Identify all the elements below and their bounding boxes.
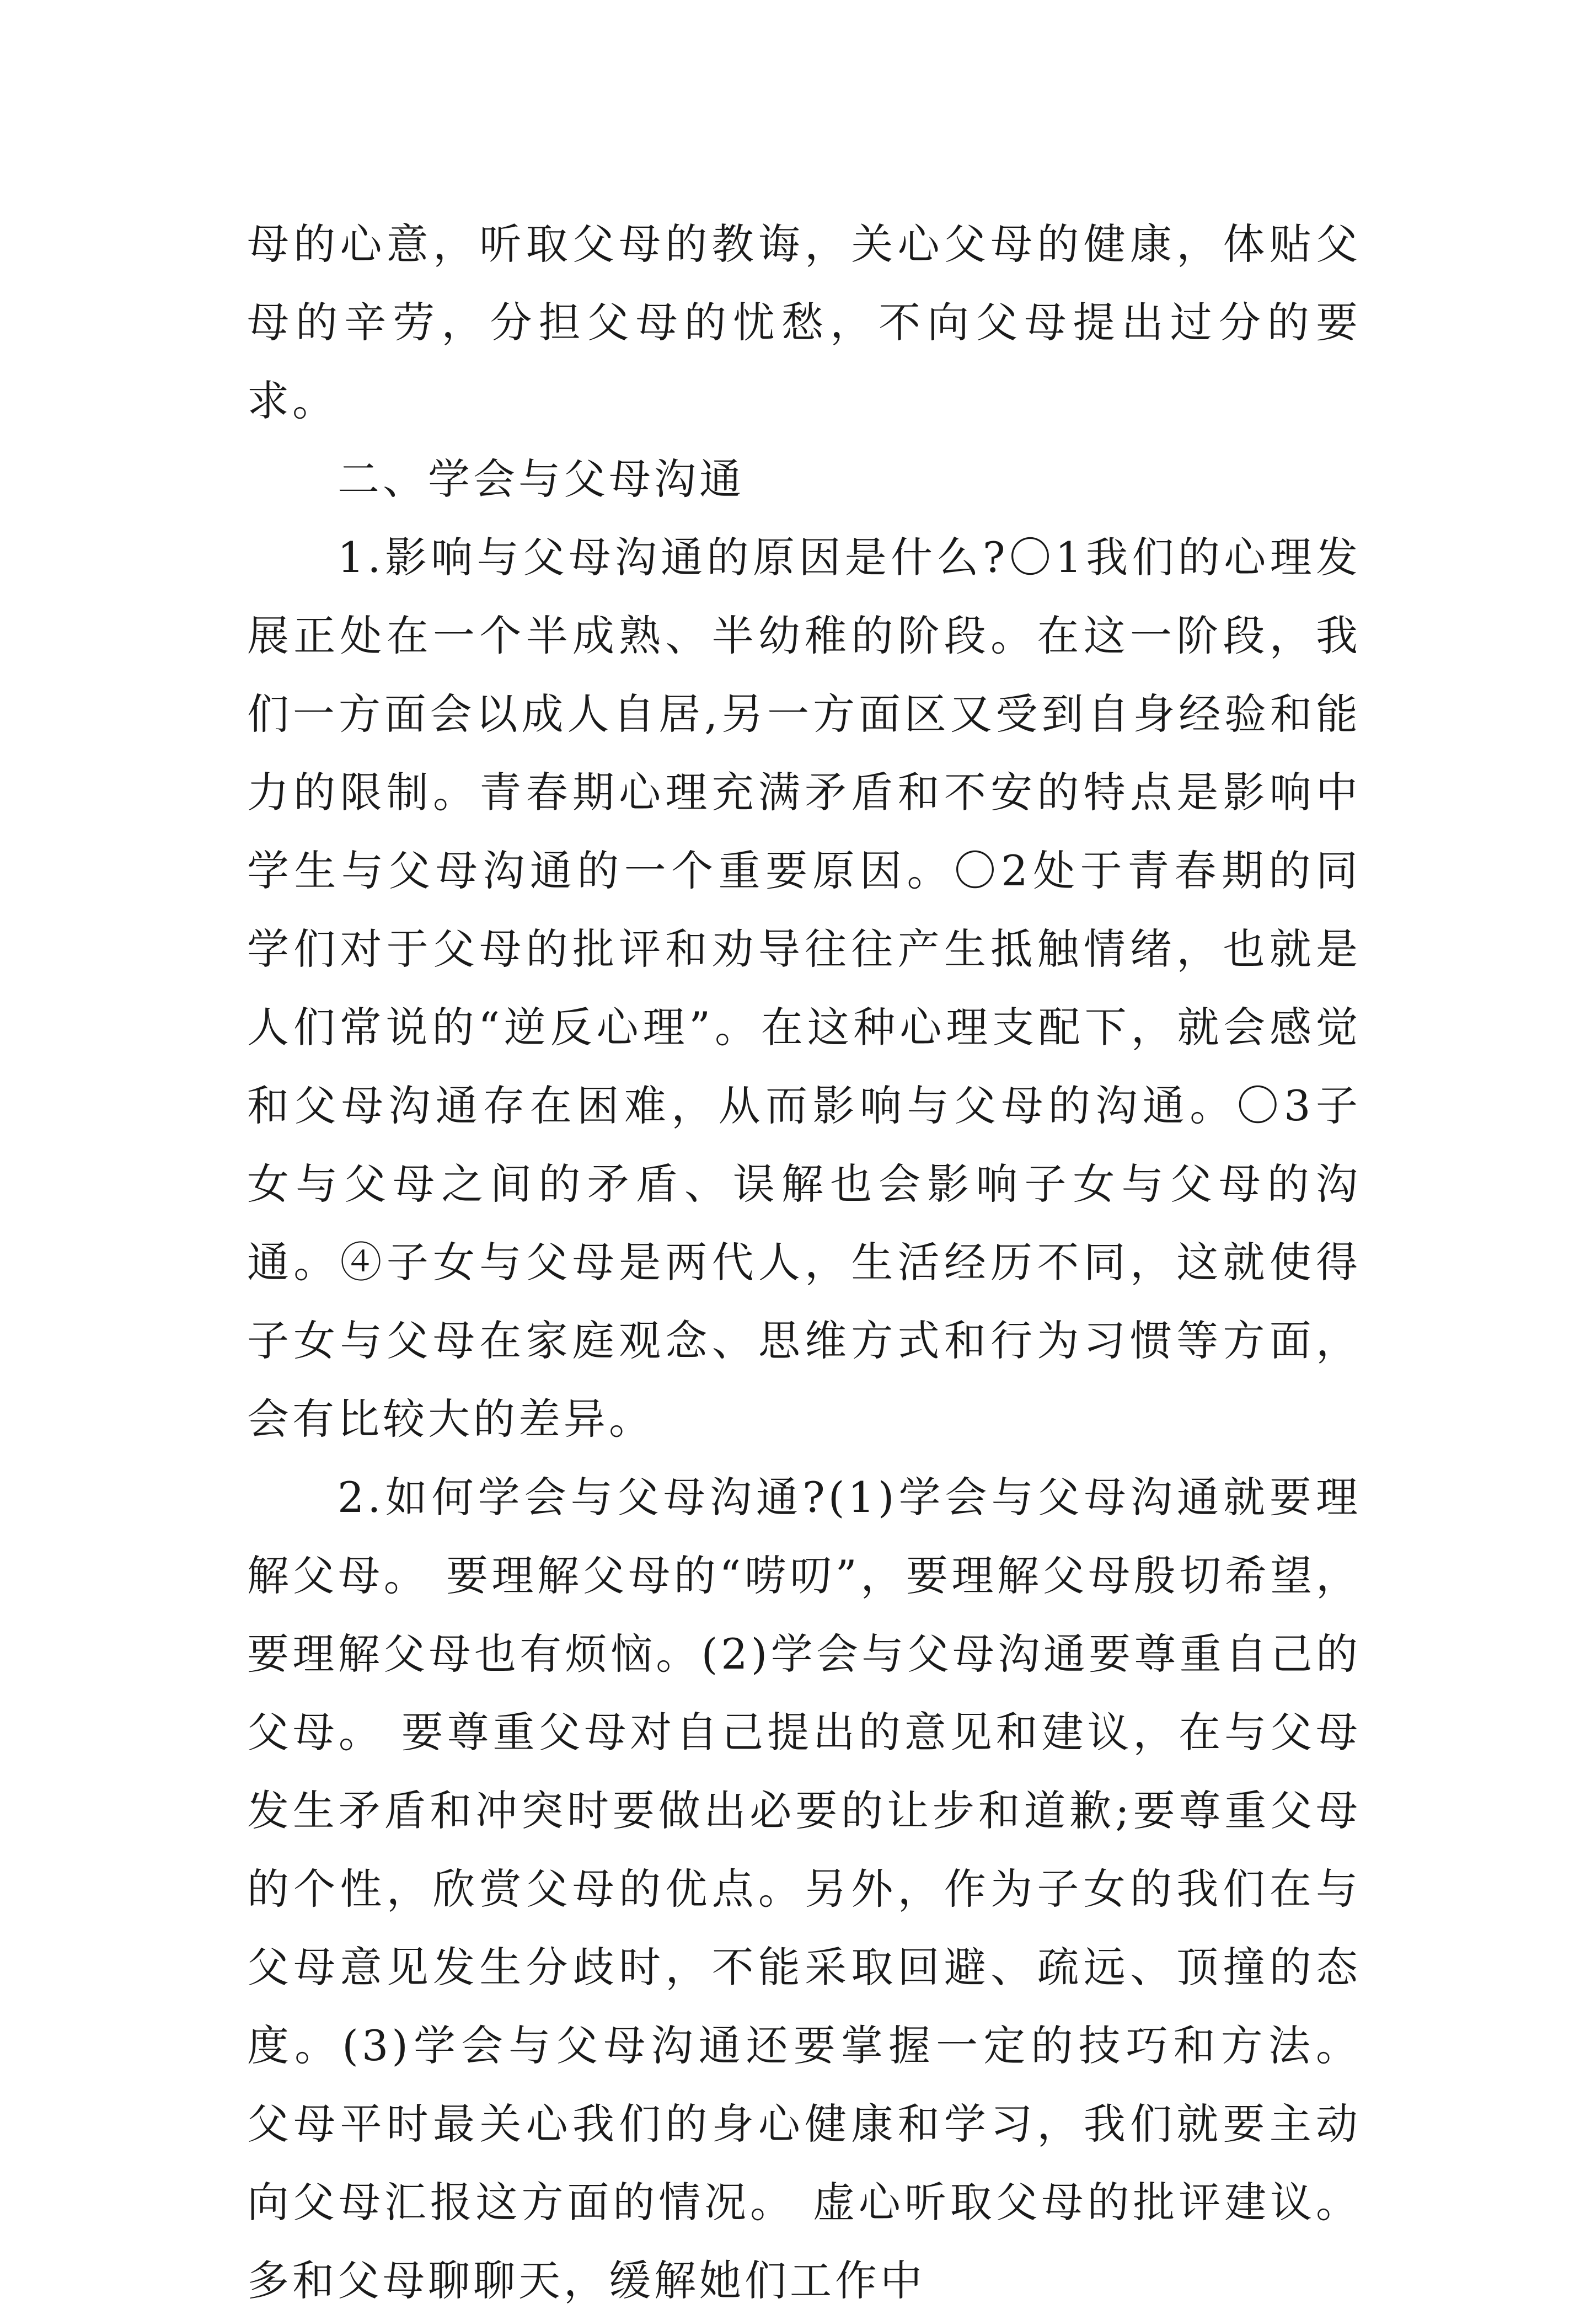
paragraph-how-to-communicate: 2.如何学会与父母沟通?(1)学会与父母沟通就要理解父母。 要理解父母的“唠叨”，要理解父母殷切希望，要理解父母也有烦恼。(2)学会与父母沟通要尊重自己的父母。 要尊重父母对自己提出的意见和建议，在与父母发生矛盾和冲突时要做出必要的让步和道歉;要尊重父母的个性，欣赏父母的优点。另外，作为子女的我们在与父母意见发生分歧时，不能采取回避、疏远、顶撞的态度。(3)学会与父母沟通还要掌握一定的技巧和方法。 父母平时最关心我们的身心健康和学习，我们就要主动向父母汇报这方面的情况。 虚心听取父母的批评建议。 多和父母聊聊天，缓解她们工作中 [247,1473,1361,2305]
section-heading: 二、学会与父母沟通 [338,455,745,504]
document-body [247,205,1361,2320]
paragraph-causes: 1.影响与父母沟通的原因是什么?〇1我们的心理发展正处在一个半成熟、半幼稚的阶段。在这一阶段，我们一方面会以成人自居,另一方面区又受到自身经验和能力的限制。青春期心理充满矛盾和不安的特点是影响中学生与父母沟通的一个重要原因。〇2处于青春期的同学们对于父母的批评和劝导往往产生抵触情绪，也就是人们常说的“逆反心理”。在这种心理支配下，就会感觉和父母沟通存在困难，从而影响与父母的沟通。〇3子女与父母之间的矛盾、误解也会影响子女与父母的沟通。④子女与父母是两代人，生活经历不同，这就使得子女与父母在家庭观念、思维方式和行为习惯等方面，会有比较大的差异。 [247,533,1361,1444]
paragraph-continuation: 母的心意，听取父母的教诲，关心父母的健康，体贴父母的辛劳，分担父母的忧愁，不向父母提出过分的要求。 [247,220,1361,425]
